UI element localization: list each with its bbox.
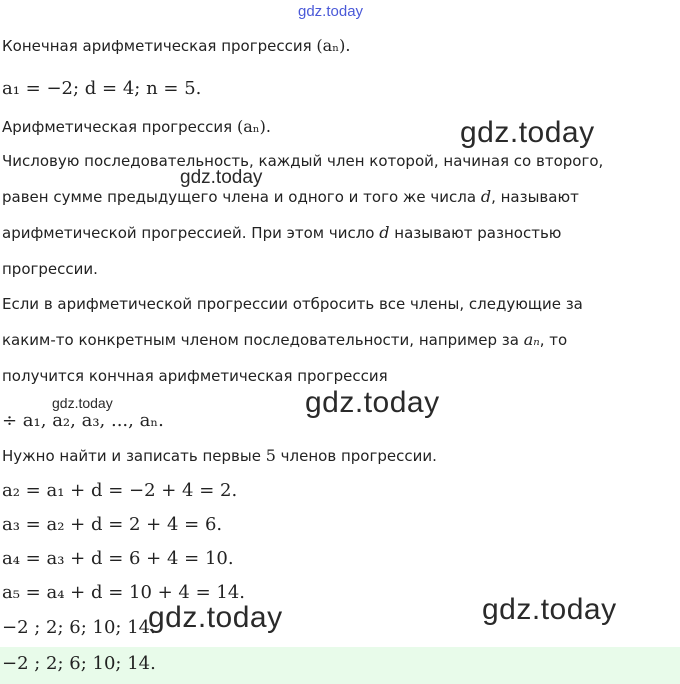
task-text-a: Нужно найти и записать первые bbox=[2, 447, 261, 465]
answer-text: −2 ; 2; 6; 10; 14. bbox=[2, 653, 156, 674]
finite-line-2 bbox=[2, 330, 567, 350]
definition-line-3-text: арифметической прогрессией. При этом число bbox=[2, 224, 375, 242]
result-sequence: −2 ; 2; 6; 10; 14. bbox=[2, 617, 156, 638]
watermark-4: gdz.today bbox=[305, 386, 440, 419]
task-number: 5 bbox=[265, 446, 276, 465]
variable-an: aₙ bbox=[523, 330, 540, 349]
problem-title bbox=[2, 36, 350, 56]
task-text bbox=[2, 446, 437, 466]
theory-heading-text: Арифметическая прогрессия bbox=[2, 118, 233, 136]
finite-line-2-tail: , то bbox=[539, 331, 568, 349]
definition-line-3-tail: называют разностью bbox=[394, 224, 562, 242]
given-values: a₁ = −2; d = 4; n = 5. bbox=[2, 78, 202, 99]
step-a2: a₂ = a₁ + d = −2 + 4 = 2. bbox=[2, 480, 238, 501]
finite-sequence: ÷ a₁, a₂, a₃, ..., aₙ. bbox=[2, 410, 164, 431]
definition-line-1: Числовую последовательность, каждый член которой, начиная со второго, bbox=[2, 152, 604, 170]
watermark-6: gdz.today bbox=[148, 601, 283, 634]
finite-line-3: получится кончная арифметическая прогрессия bbox=[2, 367, 388, 385]
theory-heading-math: (aₙ). bbox=[236, 117, 271, 136]
watermark-5: gdz.today bbox=[482, 593, 617, 626]
title-text: Конечная арифметическая прогрессия bbox=[2, 37, 312, 55]
finite-line-2-text: каким-то конкретным членом последовательности, например за bbox=[2, 331, 519, 349]
watermark-1: gdz.today bbox=[460, 116, 595, 149]
definition-line-4: прогрессии. bbox=[2, 260, 98, 278]
task-text-b: членов прогрессии. bbox=[280, 447, 437, 465]
definition-line-2 bbox=[2, 187, 579, 207]
finite-line-1: Если в арифметической прогрессии отбросить все члены, следующие за bbox=[2, 295, 583, 313]
step-a3: a₃ = a₂ + d = 2 + 4 = 6. bbox=[2, 514, 223, 535]
theory-heading bbox=[2, 117, 271, 137]
answer-box bbox=[0, 647, 680, 684]
variable-d: d bbox=[379, 223, 390, 242]
step-a5: a₅ = a₄ + d = 10 + 4 = 14. bbox=[2, 582, 246, 603]
definition-line-2-text: равен сумме предыдущего члена и одного и того же числа bbox=[2, 188, 477, 206]
definition-line-3 bbox=[2, 223, 561, 243]
definition-line-2-tail: , называют bbox=[491, 188, 579, 206]
step-a4: a₄ = a₃ + d = 6 + 4 = 10. bbox=[2, 548, 234, 569]
title-math: (aₙ). bbox=[316, 36, 351, 55]
variable-d: d bbox=[480, 187, 492, 206]
watermark-2: gdz.today bbox=[180, 167, 263, 188]
watermark-3: gdz.today bbox=[52, 395, 113, 411]
watermark-top: gdz.today bbox=[298, 3, 364, 20]
